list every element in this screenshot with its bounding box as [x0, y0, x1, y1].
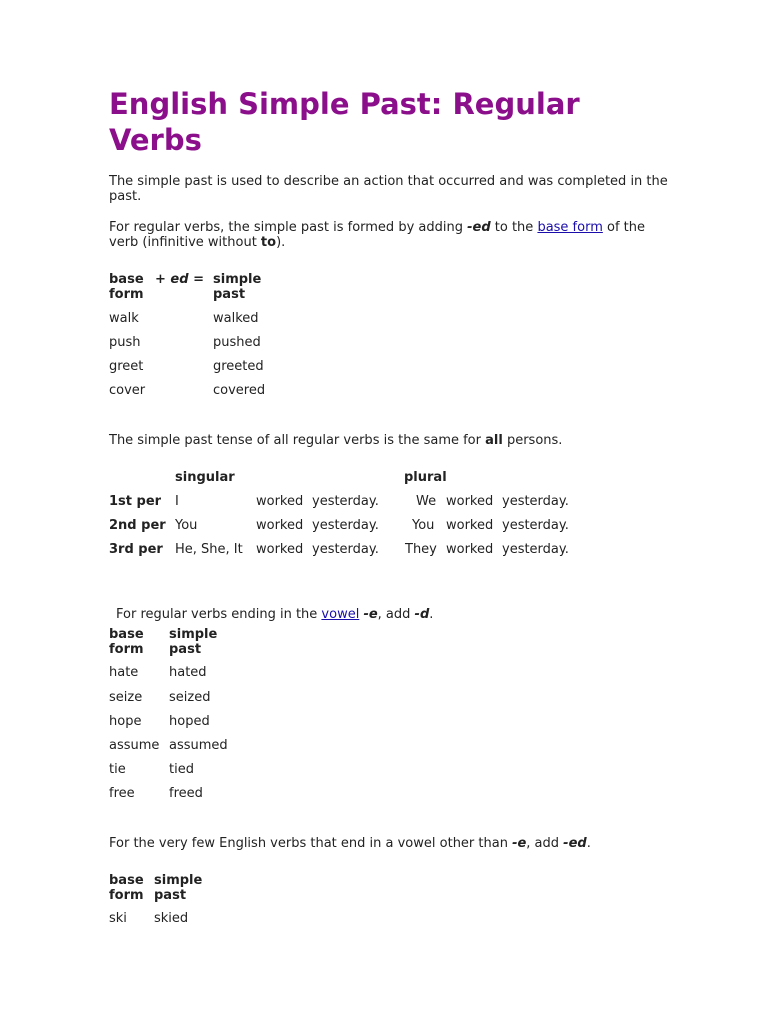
- table-cell-past: freed: [169, 786, 203, 801]
- singular-time: yesterday.: [312, 542, 379, 557]
- table-cell-base: free: [109, 786, 135, 801]
- row-label: 3rd per: [109, 542, 163, 557]
- table-header-base-form: base form: [109, 627, 144, 657]
- plural-verb: worked: [446, 518, 494, 533]
- table-cell-past: tied: [169, 762, 194, 777]
- vowel-paragraph: For regular verbs ending in the vowel -e, add -d.: [116, 607, 434, 622]
- plural-subject: You: [412, 518, 435, 533]
- table-cell-past: walked: [213, 311, 259, 326]
- table-cell-past: pushed: [213, 335, 261, 350]
- intro-paragraph: The simple past is used to describe an action that occurred and was completed in the past.: [109, 174, 668, 204]
- table-cell-base: tie: [109, 762, 126, 777]
- table-cell-base: assume: [109, 738, 160, 753]
- persons-paragraph: The simple past tense of all regular verbs is the same for all persons.: [109, 433, 563, 448]
- singular-subject: He, She, It: [175, 542, 243, 557]
- base-form-link[interactable]: base form: [537, 220, 603, 235]
- table-cell-past: hated: [169, 665, 207, 680]
- table-header-plural: plural: [404, 470, 447, 485]
- singular-verb: worked: [256, 518, 304, 533]
- plural-subject: They: [405, 542, 437, 557]
- plural-verb: worked: [446, 494, 494, 509]
- singular-verb: worked: [256, 494, 304, 509]
- other-vowel-paragraph: For the very few English verbs that end in a vowel other than -e, add -ed.: [109, 836, 591, 851]
- page-title: English Simple Past: Regular Verbs: [109, 87, 580, 157]
- plural-time: yesterday.: [502, 542, 569, 557]
- plural-subject: We: [416, 494, 437, 509]
- table-cell-base: walk: [109, 311, 139, 326]
- plural-time: yesterday.: [502, 518, 569, 533]
- table-header-base-form: base form: [109, 873, 144, 903]
- vowel-link[interactable]: vowel: [321, 607, 360, 622]
- table-cell-past: assumed: [169, 738, 228, 753]
- table-cell-base: greet: [109, 359, 144, 374]
- singular-subject: I: [175, 494, 179, 509]
- table-cell-past: covered: [213, 383, 266, 398]
- table-cell-base: push: [109, 335, 141, 350]
- plural-time: yesterday.: [502, 494, 569, 509]
- table-header-simple-past: simple past: [154, 873, 203, 903]
- table-cell-past: hoped: [169, 714, 210, 729]
- table-cell-past: seized: [169, 690, 211, 705]
- singular-subject: You: [175, 518, 198, 533]
- table-cell-base: hate: [109, 665, 139, 680]
- table-header-base-form: base form: [109, 272, 144, 302]
- table-cell-base: hope: [109, 714, 142, 729]
- singular-time: yesterday.: [312, 494, 379, 509]
- table-header-simple-past: simple past: [169, 627, 218, 657]
- table-cell-past: greeted: [213, 359, 264, 374]
- table-header-plus-ed: + ed =: [155, 272, 204, 287]
- singular-time: yesterday.: [312, 518, 379, 533]
- table-header-simple-past: simple past: [213, 272, 262, 302]
- table-cell-base: seize: [109, 690, 143, 705]
- table-cell-past: skied: [154, 911, 189, 926]
- table-cell-base: ski: [109, 911, 127, 926]
- row-label: 2nd per: [109, 518, 166, 533]
- table-header-singular: singular: [175, 470, 235, 485]
- plural-verb: worked: [446, 542, 494, 557]
- singular-verb: worked: [256, 542, 304, 557]
- table-cell-base: cover: [109, 383, 146, 398]
- row-label: 1st per: [109, 494, 162, 509]
- regular-verbs-paragraph: For regular verbs, the simple past is formed by adding -ed to the base form of the verb (infinitive without to).: [109, 220, 646, 250]
